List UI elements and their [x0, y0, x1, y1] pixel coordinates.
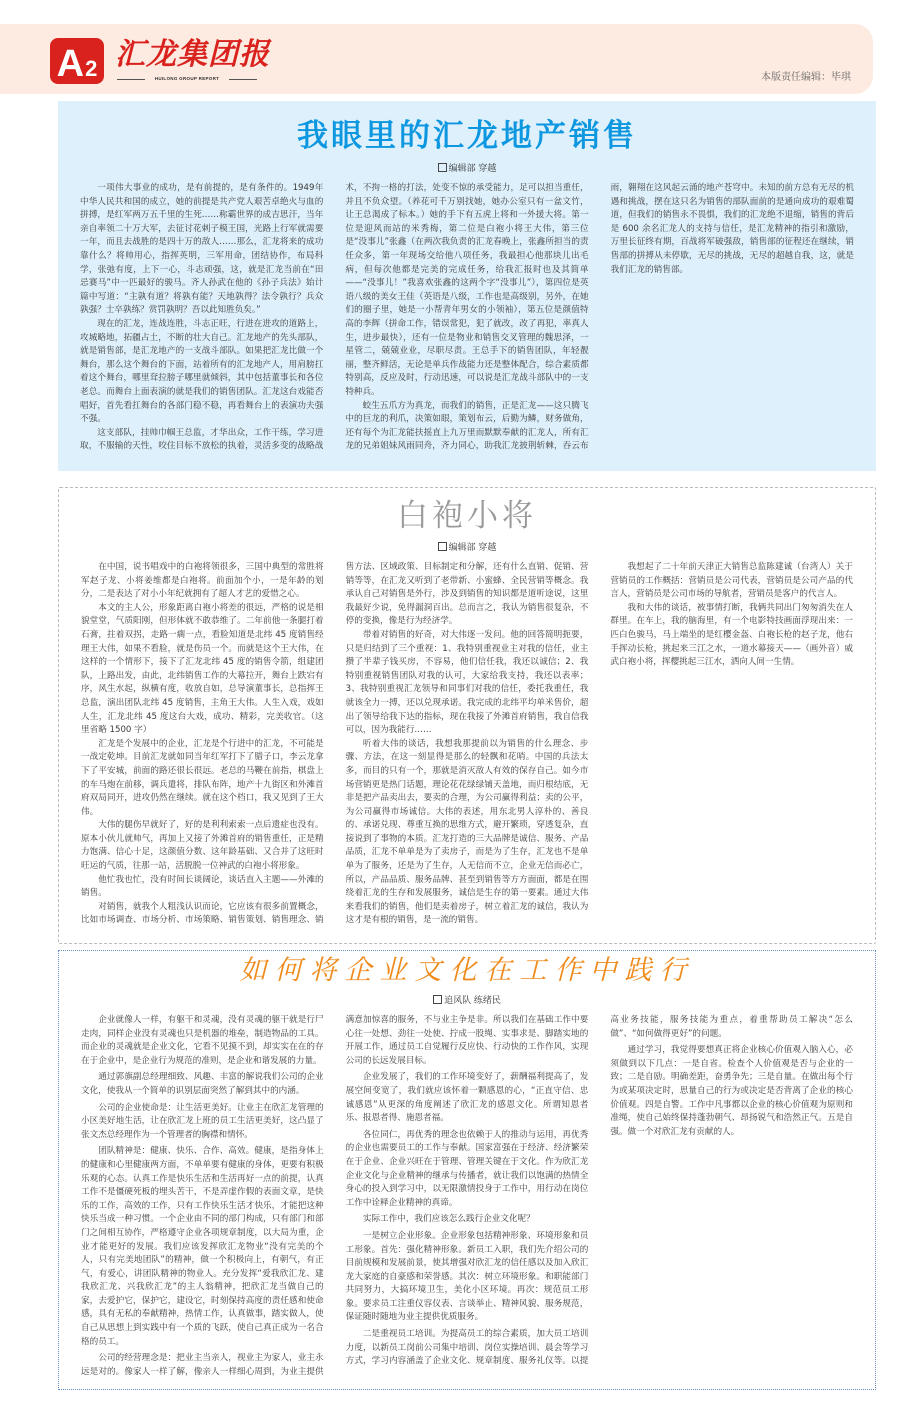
article-paragraph: 他忙我也忙，没有时间长谈阔论，谈话直入主题——外滩的销售。	[81, 874, 324, 899]
article-paragraph: 我和大伟的谈话，被事情打断，我俩共同出门匆匆消失在人群里。在车上，我的脑海里，有一个电影特技画面浮现出来：一匹白色骏马，马上端坐的是红樱金盔、白袍长枪的赵子龙，他右手挥动长枪，挑起来三江之水，一道水幕接天——（画外音）威武白袍小将，挥樱挑起三江水，洒向人间一生情。	[610, 602, 853, 668]
page-number: 2	[85, 56, 98, 81]
article-paragraph: 企业就像人一样，有躯干和灵魂，没有灵魂的躯干就是行尸走肉，同样企业没有灵魂也只是机器的堆垒，制造物品的工具。而企业的灵魂就是企业文化，它看不见摸不到，却实实在在的存在于企业中，是企业行为规范的准则，是企业和谐发展的力量。	[81, 1015, 324, 1066]
article-paragraph: 这支部队，挂帅巾帼王总监，才华出众，工作干练，学习进取，不服输的天性，咬住目标不放松的执着，灵活多变的战略战术，不拘一格的打法，处变不惊的承受能力，足可以担当重任，并且不负众望。（养花可千万别找她，她办公室只有一盆文竹，让王总渴成了标本。）她的手下有五虎上将和一外援大将。第一位是迎风而站的米秀梅，第二位是白袍小将王大伟，第三位是“没事儿”张鑫（在两次我负责的汇龙春晚上，张鑫所担当的责任众多，第一年现场交给他八项任务，我最担心他那块儿出毛病，但每次他都是完美的完成任务，给我汇报时也及其简单——“没事儿！”我喜欢张鑫的这两个字“没事儿”），第四位是英语八级的美女王佳（英语是八级，工作也是高级别，另外，在她们的圈子里，她是一小帮青年男女的小领袖），第五位是颜值特高的李辉（拼命工作，错误常犯，犯了就改，改了再犯，率真人生，进步最快），还有一位是物业和销售交叉管理的魏思泽，一星管二，兢兢业业，尽职尽责。王总手下的销售团队，年轻靓丽，整齐鲜活，无论是单兵作战能力还是整体配合，综合素质都特别高，反应及时，行动迅速，可以说是汇龙战斗部队中的一支特种兵。	[80, 183, 589, 452]
article-culture	[58, 950, 876, 1390]
article-paragraph: 蛟生五爪方为真龙，而我们的销售，正是汇龙——这只腾飞中的巨龙的利爪，决策如眼，策划布云，后勤为鳞，财务做角，还有每个为汇龙能扶摇直上九万里而默默奉献的汇龙人，所有汇龙的兄弟姐妹风雨同舟，齐力同心，助我汇龙披荆斩棘，吞云布雨，翱翔在这风起云涌的地产苍穹中。未知的前方总有无尽的机遇和挑战，摆在这只名为销售的部队面前的是通向成功的艰难蜀道，但我们的销售永不畏惧，我们的汇龙绝不退缩，销售的背后是 600 余名汇龙人的支持与信任，是汇龙精神的指引和激励，万里长征终有期，百战将军破强敌，销售部的征程还在继续，销售部的拼搏从未停歇，无尽的挑战，无尽的超越自我，这，就是我们汇龙的销售部。	[345, 183, 854, 452]
article-paragraph: 一项伟大事业的成功，是有前提的，是有条件的。1949年中华人民共和国的成立，她的前提是共产党人艰苦卓绝火与血的拼搏，是红军两万五千里的生死……称霸世界的成吉思汗，当年亲自率领二十万大军，去征讨花剌子模王国，光路上行军就需要一年，而且去战胜的是四十万的敌人……那么，汇龙将来的成功靠什么？将帅用心，指挥英明，三军用命，团结协作，布局科学，张弛有度，上下一心，斗志顽强，这，就是汇龙当前在“田忌赛马”中一匹最好的骏马。齐人孙武在他的《孙子兵法》始计篇中写道：“主孰有道？将孰有能？天地孰得？法令孰行？兵众孰强？士卒孰练？赏罚孰明？吾以此知胜负矣。”	[80, 183, 324, 316]
article-paragraph: 二是重视员工培训。为提高员工的综合素质，加大员工培训力度，以新员工岗前公司集中培训、岗位实操培训、晨会等学习方式，学习内容涵盖了企业文化、规章制度、服务礼仪等。以提高业务技能，服务技能为重点，着重帮助员工解决“怎么做”、“如何做得更好”的问题。	[345, 1015, 853, 1367]
article-paragraph: 对销售，就我个人粗浅认识而论，它应该有很多前置概念，比如市场调查、市场分析、市场策略、销售策划、销售理念、销售方法、区域政策、目标制定和分解，还有什么直销、促销、营销等等，在汇龙又听到了老带新、小蜜蜂、全民营销等概念。我承认自己对销售是外行，涉及到销售的知识都是道听途说，这里我最好少说，免得漏洞百出。总而言之，我认为销售很复杂，不停的变换，像是行为经济学。	[81, 562, 589, 926]
byline-box-icon	[433, 995, 442, 1004]
paper-name-en: HUILONG GROUP REPORT	[117, 76, 257, 81]
page-letter: A	[56, 43, 85, 85]
editor-line: 本版责任编辑：毕琪	[761, 72, 851, 83]
article-paragraph: 公司的企业使命是：让生活更美好。让业主在欣汇龙管理的小区美好地生活，让在欣汇龙上班的员工生活更美好，这凸显了张文杰总经理作为一个管理者的胸襟和情怀。	[81, 1102, 324, 1140]
article-paragraph: 在中国，说书唱戏中的白袍将领很多，三国中典型的常胜将军赵子龙、小将姜维都是白袍将。前面加个小，一是年龄的划分，二是表达了对小小年纪就拥有了超人才艺的爱惜之心。	[81, 562, 324, 600]
article-byline	[59, 540, 875, 553]
masthead	[0, 24, 873, 94]
article-paragraph: 一是树立企业形象。企业形象包括精神形象、环境形象和员工形象。首先：强化精神形象。新员工入职，我们先介绍公司的目前规模和发展前景，使其增强对欣汇龙的信任感以及加入欣汇龙大家庭的自豪感和荣誉感。其次：树立环境形象。和职能部门共同努力，大搞环境卫生，美化小区环境。再次：规范员工形象。要求员工注重仪容仪表、言谈举止、精神风貌、服务规范，保证随时随地为业主提供优质服务。	[345, 1230, 589, 1323]
article-paragraph: 本文的主人公，形象距离白袍小将差的很远，严格的说是相貌堂堂，气质阳刚，但形体就不敢恭维了。二年前他一条腿打着石膏，拄着双拐，走路一瘸一点，看脸知道是北纬 45 度销售经理王大伟，如果不看脸，就是伤员一个。而就是这个王大伟，在这样的一个情形下，接下了汇龙北纬 45 度的销售令箭，组建团队，上路出发，由此，北纬销售工作的大幕拉开，舞台上跌宕有序，风生水起，纵横有度，收放自如，总导演董事长，总指挥王总监，演出团队北纬 45 度销售，主角王大伟。人生入戏，戏如人生，汇龙北纬 45 度这台大戏，成功、精彩，完美收官。（这里省略 1500 字）	[81, 602, 324, 736]
article-title: 我眼里的汇龙地产销售	[297, 118, 637, 154]
article-paragraph: 企业发展了，我们的工作环境变好了，薪酬福利提高了，发展空间变宽了，我们就应该怀着一颗感恩的心，“正直守信、忠诚感恩”从更深的角度阐述了欣汇龙的感恩文化。所谓知恩者乐、报恩者得、施恩者福。	[345, 1072, 589, 1124]
article-paragraph: 通过学习，我觉得要想真正将企业核心价值观入脑入心，必须做到以下几点：一是自省。检查个人价值观是否与企业的一致；二是自励。明确差距，奋勇争先；三是自量。在做出每个行为或某项决定时，思量自己的行为或决定是否背离了企业的核心价值观。四是自警。工作中凡事都以企业的核心价值观为原则和准绳，使自己始终保持蓬勃朝气、昂扬锐气和浩然正气。五是自强。做一个对欣汇龙有贡献的人。	[610, 1045, 853, 1137]
byline-text: 编辑部 穿越	[448, 543, 497, 553]
article-paragraph: 大伟的腿伤早就好了，好的是利利索索一点后遗症也没有。原本小伙儿就帅气，再加上又接了外滩首府的销售重任，正是精力饱满、信心十足，这颜值分数、这年龄基础、又合并了这旺时旺运的气质，往那一站，活脱脱一位神武的白袍小将形象。	[81, 820, 324, 872]
byline-box-icon	[438, 542, 447, 551]
byline-text: 编辑部 穿越	[448, 164, 497, 174]
article-paragraph: 带着对销售的好奇，对大伟逐一发问。他的回答简明扼要，只是归结到了三个重视：1、我特别重视业主对我的信任，业主攒了半辈子钱买房，不容易，他们信任我，我还以诚信；2、我特别重视销售团队对我的认可，大家给我支持，我还以表率；3、我特别重视汇龙领导和同事们对我的信任，委托我重任，我就该全力一搏，还以兑现承诺。我完成的北纬平均单米售价，超出了领导给我下达的指标，现在我接了外滩首府销售，我自信我可以，因为我能行……	[345, 629, 589, 736]
article-title: 白袍小将	[397, 498, 537, 534]
article-paragraph: 汇龙是个发展中的企业，汇龙是个行进中的汇龙，不可能是一战定乾坤。目前汇龙就如同当年红军打下了腊子口，李云龙拿下了平安城，前面的路还很长很远。老总的马鞭在前指，棋盘上的车马炮在前移，调兵遣将，排队布阵，地产十九街区和外滩首府双局同开，进攻仍然在继续。就在这个档口，我又见到了王大伟。	[81, 738, 324, 817]
article-paragraph: 通过郭旗副总经理细致、风趣、丰富的解说我们公司的企业文化，使我从一个简单的识别层面突然了解到其中的内涵。	[81, 1072, 324, 1096]
article-sales	[58, 101, 876, 471]
article-paragraph: 听着大伟的谈话，我想我那提前以为销售的什么理念、步骤、方法，在这一刻显得是那么的轻飘和花哨。中国的兵法太多，而目的只有一个，那就是消灭敌人有效的保存自己。如今市场营销更是热门话题，理论花花绿绿铺天盖地，而归根结底，无非是把产品卖出去，要卖的合理，为公司赢得利益；卖的公平，为公司赢得市场诚信。大伟的表述，用东北男人淳朴的、善良的、承诺兑现、尊重互换的思维方式，避开繁琐，穿透复杂，直接说到了事物的本质。汇龙打造的三大品牌是诚信、服务、产品品质，汇龙不单单是为了卖房子，而是为了生存，汇龙也不是单单为了服务，还是为了生存，人无信而不立，企业无信而必亡，所以，产品品质、服务品牌、甚至到销售等方方面面，都是在围绕着汇龙的生存和发展服务，诚信是生存的第一要素。通过大伟来看我们的销售，他们是卖着房子，树立着汇龙的诚信，我认为这才是有根的销售，是一流的销售。	[345, 738, 589, 926]
article-title: 如何将企业文化在工作中践行	[239, 955, 695, 986]
article-paragraph: 团队精神是：健康、快乐、合作、高效。健康，是指身体上的健康和心里健康两方面，不单单要有健康的身体，更要有积极乐观的心态。认真工作是快乐生活和生活再好一点的前提，认真工作不是僵硬死板的埋头苦干，不是弄虚作假的表面文章，是快乐的工作，高效的工作，只有工作快乐生活才快乐，才能把这种快乐当成一种习惯。一个企业由不同的部门构成，只有部门和部门之间相互协作，严格遵守企业各项规章制度，以大局为重，企业才能更好的发展。我们应该发挥欣汇龙物业“没有完美的个人，只有完美地团队”的精神，做一个积极向上，有朝气，有正气，有爱心，讲团队精神的物业人。充分发挥“爱我欣汇龙、建我欣汇龙、兴我欣汇龙”的主人翁精神，把欣汇龙当做自己的家，去爱护它，保护它，建设它，时刻保持高度的责任感和使命感，具有无私的奉献精神，热情工作，认真做事，踏实做人，使自己从思想上到实践中有一个质的飞跃，使自己真正成为一名合格的员工。	[81, 1146, 324, 1347]
article-body	[58, 182, 876, 462]
article-byline	[59, 993, 875, 1006]
page-badge	[50, 38, 104, 84]
article-white-robe	[58, 487, 876, 944]
article-paragraph: 公司的经营理念是：把业主当亲人，视业主为家人，业主永远是对的。像家人一样了解，像亲人一样细心周到，为业主提供满意加惊喜的服务，不与业主争是非。所以我们在基础工作中要心往一处想、劲往一处使、拧成一股绳、实事求是、脚踏实地的开展工作，通过员工自觉履行反应快、行动快的工作作风，实现公司的长远发展目标。	[81, 1015, 589, 1377]
byline-text: 追风队 练绪民	[444, 996, 501, 1006]
article-paragraph: 实际工作中，我们应该怎么践行企业文化呢？	[362, 1214, 535, 1225]
article-paragraph: 我想起了二十年前天津正大销售总监陈建诚（台湾人）关于营销员的工作概括：营销员是公司代表，营销员是公司产品的代言人，营销员是公司市场的导航者，营销员是客户的代言人。	[610, 562, 853, 600]
article-paragraph: 现在的汇龙，连战连胜，斗志正旺，行进在进攻的道路上，攻城略地，拓疆占土，不断的壮大自己。汇龙地产的先头部队，就是销售部，是汇龙地产的一支战斗部队。如果把汇龙比做一个舞台，那么这个舞台的下面，站着所有的汇龙地产人，用肩膀扛着这个舞台，哪里耷拉膀子哪里就倾斜，其中包括董事长和各位老总。而舞台上面表演的就是我们的销售团队。汇龙这台戏能否唱好，首先看扛舞台的各部门稳不稳，再看舞台上的表演功夫强不强。	[80, 318, 324, 425]
paper-name: 汇龙集团报	[115, 37, 270, 72]
byline-box-icon	[438, 163, 447, 172]
article-byline	[58, 161, 876, 174]
article-body	[59, 1014, 875, 1384]
article-body	[59, 561, 875, 933]
article-paragraph: 各位同仁，再优秀的理念也依赖于人的推动与运用，再优秀的企业也需要员工的工作与奉献。国家富强在于经济、经济繁荣在于企业、企业兴旺在于管理、管理关键在于文化。作为欣汇龙企业文化与企业精神的继承与传播者，就让我们以饱满的热情全身心的投入到学习中，以无限激情投身于工作中，用行动在岗位工作中诠释企业精神的真谛。	[345, 1129, 589, 1208]
